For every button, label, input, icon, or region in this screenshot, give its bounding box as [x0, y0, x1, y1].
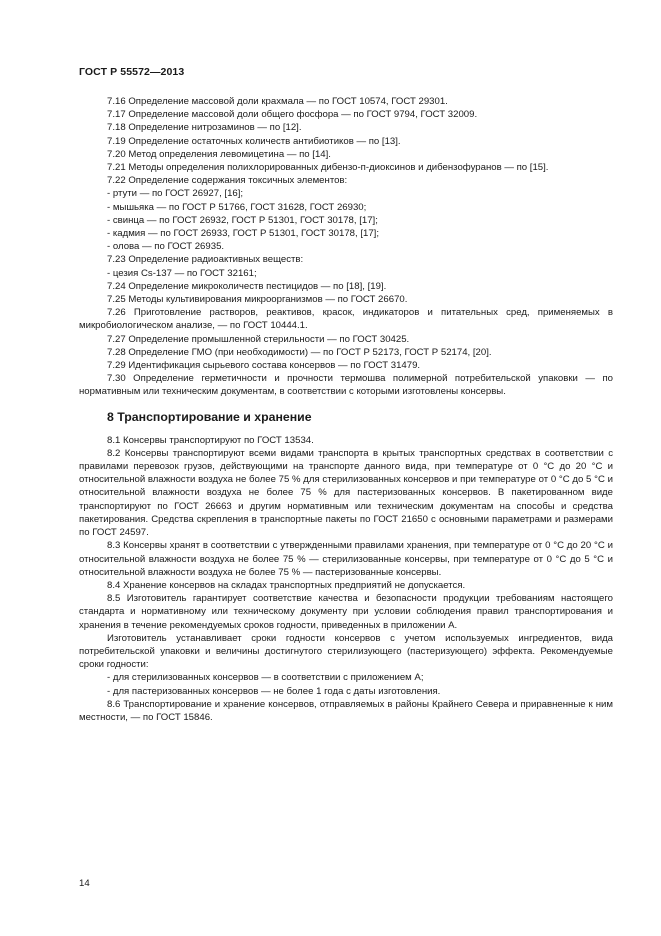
paragraph: 7.17 Определение массовой доли общего фосфора — по ГОСТ 9794, ГОСТ 32009.	[107, 109, 478, 121]
paragraph: 7.24 Определение микроколичеств пестицидов — по [18], [19].	[107, 280, 387, 292]
document-header: ГОСТ Р 55572—2013	[79, 66, 185, 78]
paragraph: 8.5 Изготовитель гарантирует соответствие качества и безопасности продукции требованиям настоящего стандарта и нормативному или техническому документу при условии соблюдения правил транспортирования и хранения в течение рекомендуемых сроков годности, приведенных в приложении А.	[79, 593, 613, 631]
paragraph: - для пастеризованных консервов — не более 1 года с даты изготовления.	[107, 685, 441, 697]
paragraph: 8.1 Консервы транспортируют по ГОСТ 13534.	[107, 434, 314, 446]
paragraph: 8.3 Консервы хранят в соответствии с утвержденными правилами хранения, при температуре от 0 °С до 20 °С и относительной влажности воздуха не более 75 % — стерилизованные консервы, при температуре от 0 °С до 5 °С и относительной влажности воздуха не более 75 % — пастеризованные консервы.	[79, 540, 613, 578]
paragraph: Изготовитель устанавливает сроки годности консервов с учетом используемых ингредиентов, вида потребительской упаковки и величины достигнутого стерилизующего (пастеризующего) эффекта. Рекомендуемые сроки годности:	[79, 632, 613, 671]
paragraph: - свинца — по ГОСТ 26932, ГОСТ Р 51301, ГОСТ 30178, [17];	[107, 214, 378, 226]
paragraph: 7.25 Методы культивирования микроорганизмов — по ГОСТ 26670.	[107, 294, 408, 306]
document-body	[79, 95, 613, 724]
section-8-title: 8 Транспортирование и хранение	[107, 409, 312, 424]
paragraph: 7.18 Определение нитрозаминов — по [12].	[107, 122, 302, 134]
paragraph: 8.2 Консервы транспортируют всеми видами транспорта в крытых транспортных средствах в соответствии с правилами перевозок грузов, действующими на транспорте данного вида, при температуре от 0 °С до 20 °С и относительной влажности воздуха не более 75 % для стерилизованных консервов и при температуре от 0 °С до 5 °С и относительной влажности воздуха не более 75 % для пастеризованных консервов. В пакетированном виде транспортируют по ГОСТ 26663 и другим нормативным или техническим документам на способы и средства пакетирования. Средства скрепления в транспортные пакеты по ГОСТ 21650 с основными параметрами и размерами по ГОСТ 24597.	[79, 447, 613, 539]
paragraph: - цезия Cs-137 — по ГОСТ 32161;	[107, 267, 257, 279]
page-number: 14	[79, 878, 90, 889]
paragraph: 7.20 Метод определения левомицетина — по [14].	[107, 148, 331, 160]
section-8-list	[79, 434, 613, 724]
paragraph: 7.27 Определение промышленной стерильности — по ГОСТ 30425.	[107, 333, 410, 345]
paragraph: 8.6 Транспортирование и хранение консервов, отправляемых в районы Крайнего Севера и приравненные к ним местности, — по ГОСТ 15846.	[79, 698, 613, 723]
paragraph: - мышьяка — по ГОСТ Р 51766, ГОСТ 31628, ГОСТ 26930;	[107, 201, 367, 213]
paragraph: 7.23 Определение радиоактивных веществ:	[107, 254, 304, 266]
paragraph: - ртути — по ГОСТ 26927, [16];	[107, 188, 244, 200]
paragraph: 7.28 Определение ГМО (при необходимости) — по ГОСТ Р 52173, ГОСТ Р 52174, [20].	[107, 346, 492, 358]
paragraph: - для стерилизованных консервов — в соответствии с приложением А;	[107, 672, 424, 684]
paragraph: - кадмия — по ГОСТ 26933, ГОСТ Р 51301, ГОСТ 30178, [17];	[107, 228, 379, 240]
paragraph: 7.26 Приготовление растворов, реактивов, красок, индикаторов и питательных сред, применяемых в микробиологическом анализе, — по ГОСТ 10444.1.	[79, 307, 613, 332]
paragraph: 7.19 Определение остаточных количеств антибиотиков — по [13].	[107, 135, 401, 147]
paragraph: 7.21 Методы определения полихлорированных дибензо-п-диоксинов и дибензофуранов — по [15].	[107, 162, 549, 174]
paragraph: 7.29 Идентификация сырьевого состава консервов — по ГОСТ 31479.	[107, 360, 421, 372]
section-7-list	[79, 95, 613, 399]
paragraph: - олова — по ГОСТ 26935.	[107, 241, 225, 253]
paragraph: 8.4 Хранение консервов на складах транспортных предприятий не допускается.	[107, 579, 466, 591]
paragraph: 7.16 Определение массовой доли крахмала — по ГОСТ 10574, ГОСТ 29301.	[107, 96, 448, 107]
paragraph: 7.22 Определение содержания токсичных элементов:	[107, 175, 348, 187]
paragraph: 7.30 Определение герметичности и прочности термошва полимерной потребительской упаковки — по нормативным или техническим документам, в соответствии с которыми изготовлены консервы.	[79, 373, 613, 398]
